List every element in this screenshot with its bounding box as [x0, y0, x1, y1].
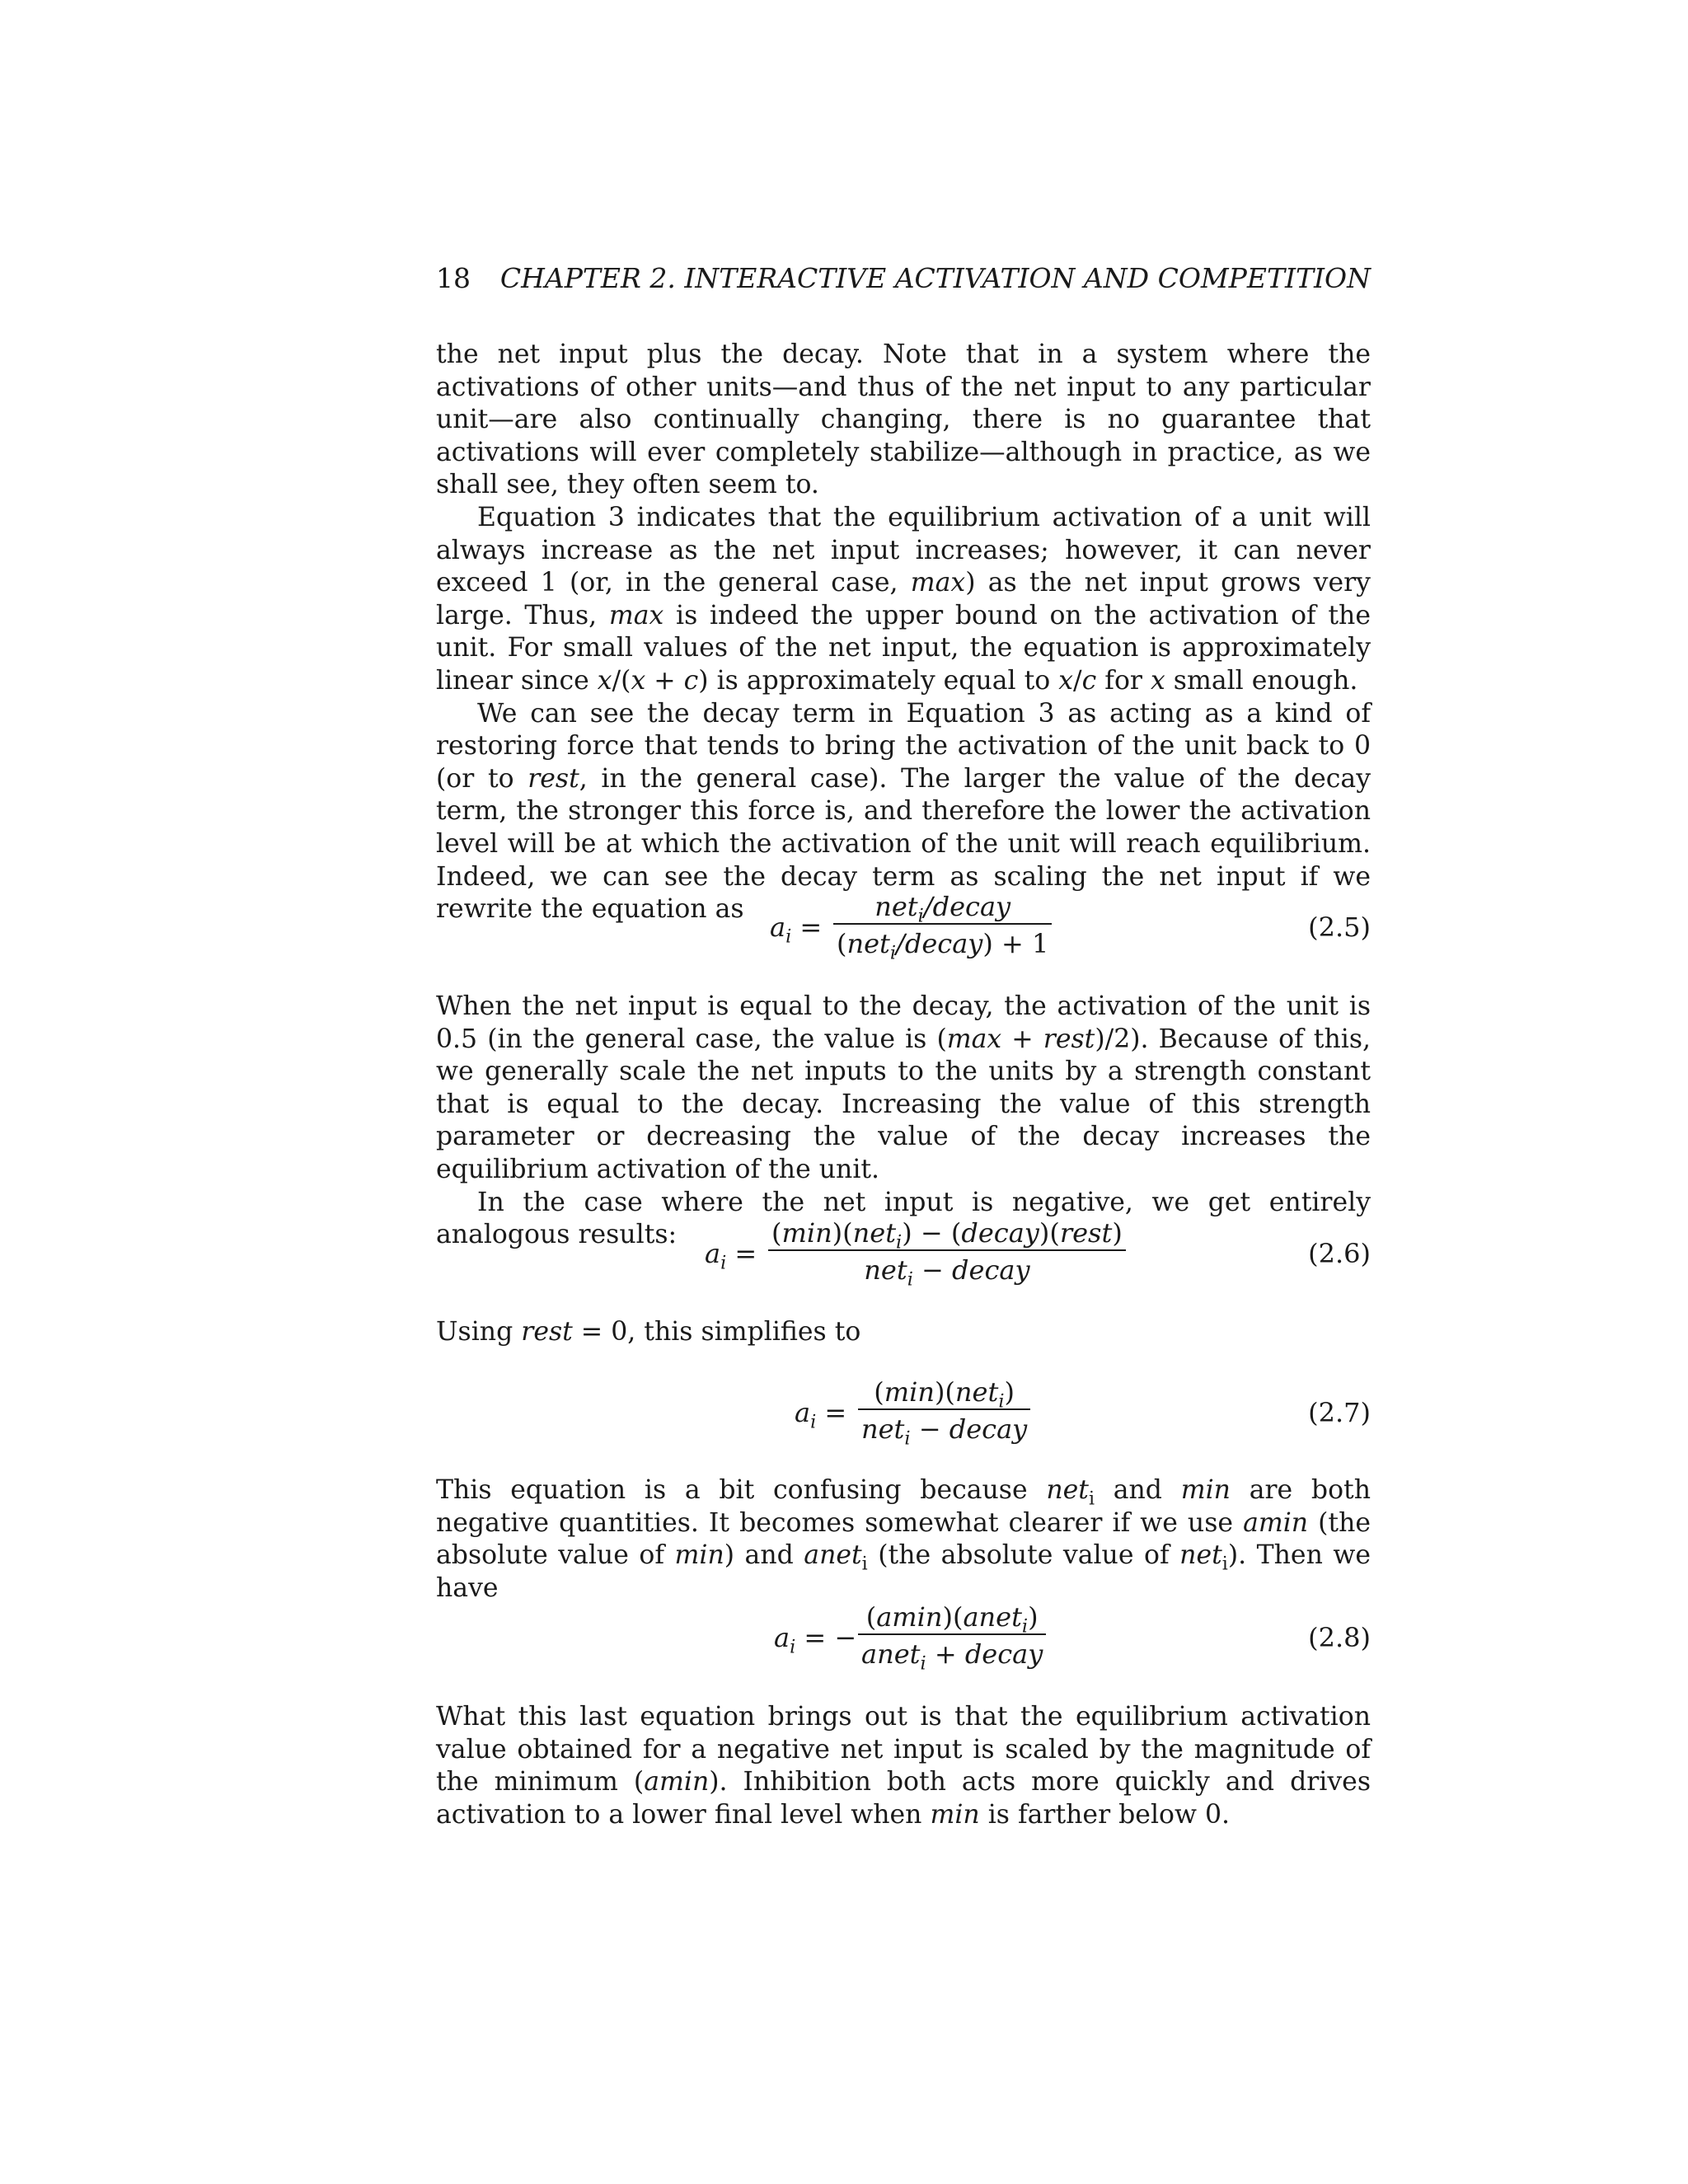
equation-2-6: [436, 1216, 1371, 1291]
paragraph-7: This equation is a bit confusing because net$_i$ and min are both negative quantities. It becomes somewhat clearer if we use amin (the absolute value of min) and anet$_i$ (the absolute value of net$_i$). Then we have: [436, 1475, 1372, 1603]
equation-number: (2.8): [1308, 1622, 1371, 1653]
paragraph-4: When the net input is equal to the decay, the activation of the unit is 0.5 (in the general case, the value is (max + rest)/2). Because of this, we generally scale the net inputs to the units by a strength constant that is equal to the decay. Increasing the value of this strength parameter or decreasing the value of the decay increases the equilibrium activation of the unit.: [436, 991, 1371, 1184]
equation-2-5: [436, 890, 1371, 964]
running-title: CHAPTER 2. INTERACTIVE ACTIVATION AND COMPETITION: [499, 262, 1371, 294]
equation-number: (2.5): [1308, 912, 1371, 943]
text-block-1: [436, 339, 1371, 926]
equation-denominator: anet$_i$ + decay: [861, 1638, 1043, 1675]
paragraph-6: Using rest = 0, this simplifies to: [436, 1317, 861, 1347]
equation-numerator: (min)(net$_i$) − (decay)(rest): [768, 1216, 1126, 1251]
equation-number: (2.6): [1308, 1238, 1371, 1269]
text-block-5: [436, 1701, 1371, 1831]
equation-lhs: $a_i$ =: [705, 1238, 757, 1274]
equation-denominator: net$_i$ − decay: [861, 1413, 1028, 1450]
paragraph-5: In the case where the net input is negative, we get entirely analogous results:: [436, 1187, 1371, 1250]
equation-2-7: [436, 1376, 1371, 1450]
page-number: 18: [436, 262, 471, 294]
equation-2-8: [436, 1601, 1371, 1675]
equation-denominator: net$_i$ − decay: [864, 1254, 1030, 1291]
equation-fraction: [833, 890, 1052, 964]
equation-number: (2.7): [1308, 1397, 1371, 1428]
equation-numerator: (amin)(anet$_i$): [858, 1601, 1046, 1635]
equation-numerator: (min)(net$_i$): [858, 1376, 1030, 1410]
equation-fraction: [858, 1376, 1030, 1450]
paragraph-8: What this last equation brings out is that the equilibrium activation value obtained for a negative net input is scaled by the magnitude of the minimum (amin). Inhibition both acts more quickly and drives activation to a lower final level when min is farther below 0.: [436, 1702, 1371, 1830]
text-block-4: [436, 1474, 1371, 1605]
text-block-3: [436, 1316, 1371, 1349]
paragraph-3: We can see the decay term in Equation 3 as acting as a kind of restoring force that tends to bring the activation of the unit back to 0 (or to rest, in the general case). The larger the value of the decay term, the stronger this force is, and therefore the lower the activation level will be at which the activation of the unit will reach equilibrium. Indeed, we can see the decay term as scaling the net input if we rewrite the equation as: [436, 698, 1371, 925]
equation-lhs: $a_i$ =: [770, 912, 823, 948]
paragraph-2: Equation 3 indicates that the equilibrium activation of a unit will always increase as the net input increases; however, it can never exceed 1 (or, in the general case, max) as the net input grows very large. Thus, max is indeed the upper bound on the activation of the unit. For small values of the net input, the equation is approximately linear since x/(x + c) is approximately equal to x/c for x small enough.: [436, 502, 1371, 696]
equation-lhs: $a_i$ =: [795, 1397, 847, 1433]
text-block-2: [436, 991, 1371, 1252]
equation-fraction: [858, 1601, 1046, 1675]
equation-lhs: $a_i$ = −: [774, 1622, 857, 1658]
equation-fraction: [768, 1216, 1126, 1291]
equation-numerator: net$_i$/decay: [833, 890, 1052, 925]
paragraph-1: the net input plus the decay. Note that in a system where the activations of other units—and thus of the net input to any particular unit—are also continually changing, there is no guarantee that activations will ever completely stabilize—although in practice, as we shall see, they often seem to.: [436, 340, 1371, 500]
equation-denominator: (net$_i$/decay) + 1: [837, 928, 1049, 964]
